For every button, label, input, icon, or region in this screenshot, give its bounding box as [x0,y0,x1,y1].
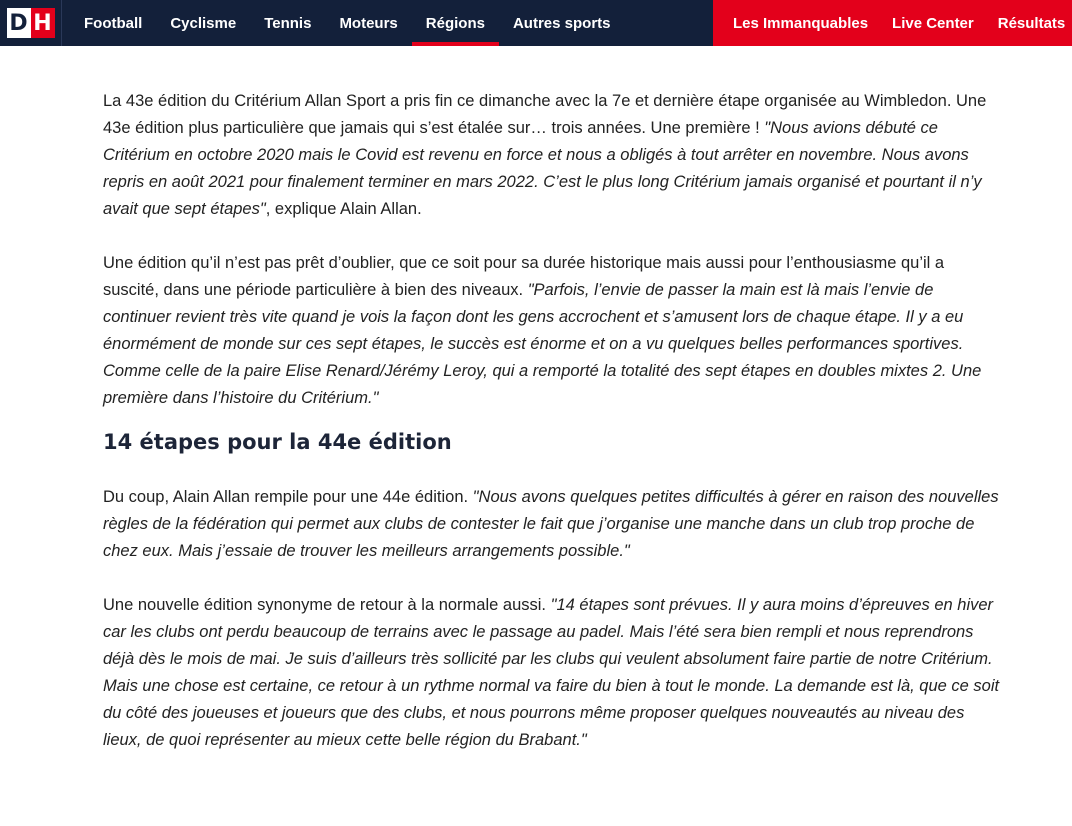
paragraph-3-text: Du coup, Alain Allan rempile pour une 44e édition. [103,488,473,506]
nav-item-football[interactable]: Football [84,14,143,32]
paragraph-4-quote: "14 étapes sont prévues. Il y aura moins d’épreuves en hiver car les clubs ont perdu beaucoup de terrains avec le passage au padel. Mais l’été sera bien rempli et nous reprendrons déjà dès le mois de mai. Je suis d’ailleurs très sollicité par les clubs qui veulent absolument faire partie de notre Critérium. Mais une chose est certaine, ce retour à un rythme normal va faire du bien à tout le monde. La demande est là, que ce soit du côté des joueuses et joueurs que des clubs, et nous pourrons même proposer quelques nouveautés au niveau des lieux, de quoi représenter au mieux cette belle région du Brabant." [103,596,1000,749]
paragraph-1-attribution: , explique Alain Allan. [265,200,422,218]
nav-item-immanquables[interactable]: Les Immanquables [733,14,869,32]
nav-item-moteurs[interactable]: Moteurs [339,14,398,32]
paragraph-2-text: Une édition qu’il n’est pas prêt d’oublier, que ce soit pour sa durée historique mais aussi pour l’enthousiasme qu’il a suscité, dans une période particulière à bien des niveaux. [103,254,945,299]
site-logo[interactable] [0,0,62,46]
nav-item-cyclisme[interactable]: Cyclisme [170,14,237,32]
nav-item-regions[interactable]: Régions [412,0,499,46]
logo-mark [7,8,55,38]
main-nav [62,0,625,46]
paragraph-1-text: La 43e édition du Critérium Allan Sport a pris fin ce dimanche avec la 7e et dernière étape organisée au Wimbledon. Une 43e édition plus particulière que jamais qui s’est étalée sur… trois années. Une première ! [103,92,987,137]
article-body [103,88,1003,781]
paragraph-3-quote: "Nous avons quelques petites difficultés à gérer en raison des nouvelles règles de la fédération qui permet aux clubs de contester le fait que j’organise une manche dans un club trop proche de chez eux. Mais j’essaie de trouver les meilleurs arrangements possible." [103,488,999,560]
logo-letter-h: H [31,8,55,38]
nav-item-resultats[interactable]: Résultats [997,14,1066,32]
logo-letter-d: D [7,8,31,38]
paragraph-1 [103,88,1003,223]
top-navigation-bar [0,0,1072,46]
nav-item-tennis[interactable]: Tennis [264,14,312,32]
nav-item-autres-sports[interactable]: Autres sports [512,14,611,32]
paragraph-1-quote: "Nous avions débuté ce Critérium en octobre 2020 mais le Covid est revenu en force et nous a obligés à tout arrêter en novembre. Nous avons repris en août 2021 pour finalement terminer en mars 2022. C’est le plus long Critérium jamais organisé et pourtant il n’y avait que sept étapes" [103,119,982,218]
paragraph-2-quote: "Parfois, l’envie de passer la main est là mais l’envie de continuer revient très vite quand je vois la façon dont les gens accrochent et s’amusent lors de chaque étape. Il y a eu énormément de monde sur ces sept étapes, le succès est énorme et on a vu quelques belles performances sportives. Comme celle de la paire Elise Renard/Jérémy Leroy, qui a remporté la totalité des sept étapes en doubles mixtes 2. Une première dans l’histoire du Critérium." [103,281,982,407]
paragraph-3 [103,484,1003,565]
nav-item-live-center[interactable]: Live Center [892,14,974,32]
paragraph-4 [103,592,1003,754]
section-heading: 14 étapes pour la 44e édition [103,430,452,454]
paragraph-2 [103,250,1003,412]
highlight-nav [713,0,1072,46]
paragraph-4-text: Une nouvelle édition synonyme de retour à la normale aussi. [103,596,551,614]
